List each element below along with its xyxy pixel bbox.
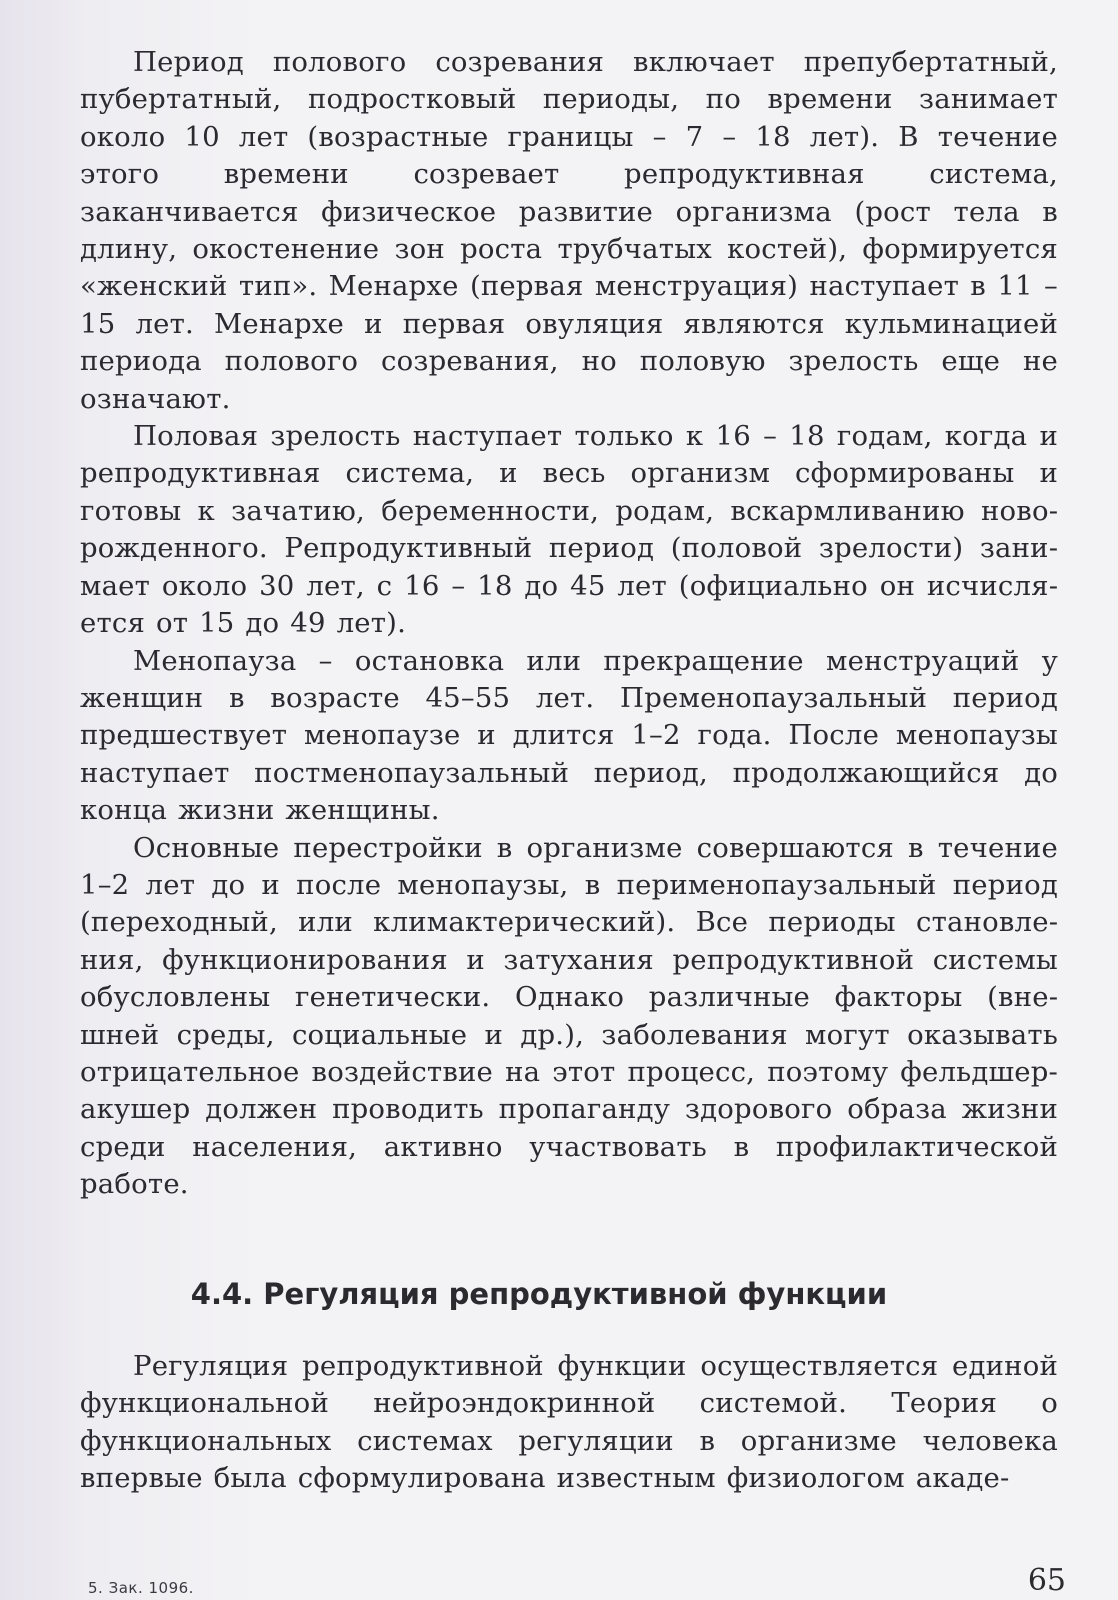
paragraph-maturity: Половая зрелость наступает только к 16 – 18 годам, когда и репродуктивная система, и весь организм сформированы и готовы к зачатию, беременности, родам, вскармливанию новорожденного. Репродуктивный период (половой зрелости) занимает около 30 лет, с 16 – 18 до 45 лет (официально он исчисляется от 15 до 49 лет). (80, 420, 1058, 640)
paragraph-restructuring: Основные перестройки в организме совершаются в течение 1–2 лет до и после менопаузы, в перименопаузальный период (переходный, или климактерический). Все периоды становления, функционирования и затухания репродуктивной системы обусловлены генетически. Однако различные факторы (внешней среды, социальные и др.), заболевания могут оказывать отрицательное воздействие на этот процесс, поэтому фельдшер-акушер должен проводить пропаганду здорового образа жизни среди населения, активно участвовать в профилактической работе. (80, 831, 1058, 1201)
body-text (80, 44, 1058, 1204)
printer-signature: 5. Зак. 1096. (88, 1579, 194, 1597)
section-body-text (80, 1348, 1058, 1498)
paragraph-menopause: Менопауза – остановка или прекращение менструаций у женщин в возрасте 45–55 лет. Пременопаузальный период предшествует менопаузе и длится 1–2 года. После менопаузы наступает постменопаузальный период, продолжающийся до конца жизни женщины. (80, 644, 1058, 827)
section-heading: 4.4. Регуляция репродуктивной функции (190, 1277, 888, 1311)
page-number: 65 (1027, 1563, 1066, 1598)
paragraph-puberty: Период полового созревания включает препубертатный, пубертатный, подростковый периоды, по времени занимает около 10 лет (возрастные границы – 7 – 18 лет). В течение этого времени созревает репродуктивная система, заканчивается физическое развитие организма (рост тела в длину, окостенение зон роста трубчатых костей), формируется «женский тип». Менархе (первая менструация) наступает в 11 – 15 лет. Менархе и первая овуляция являются кульминацией периода полового созревания, но половую зрелость еще не означают. (80, 46, 1058, 415)
paragraph-regulation: Регуляция репродуктивной функции осуществляется единой функциональной нейроэндокринной системой. Теория о функциональных системах регуляции в организме человека впервые была сформулирована известным физиологом акаде- (80, 1350, 1058, 1495)
